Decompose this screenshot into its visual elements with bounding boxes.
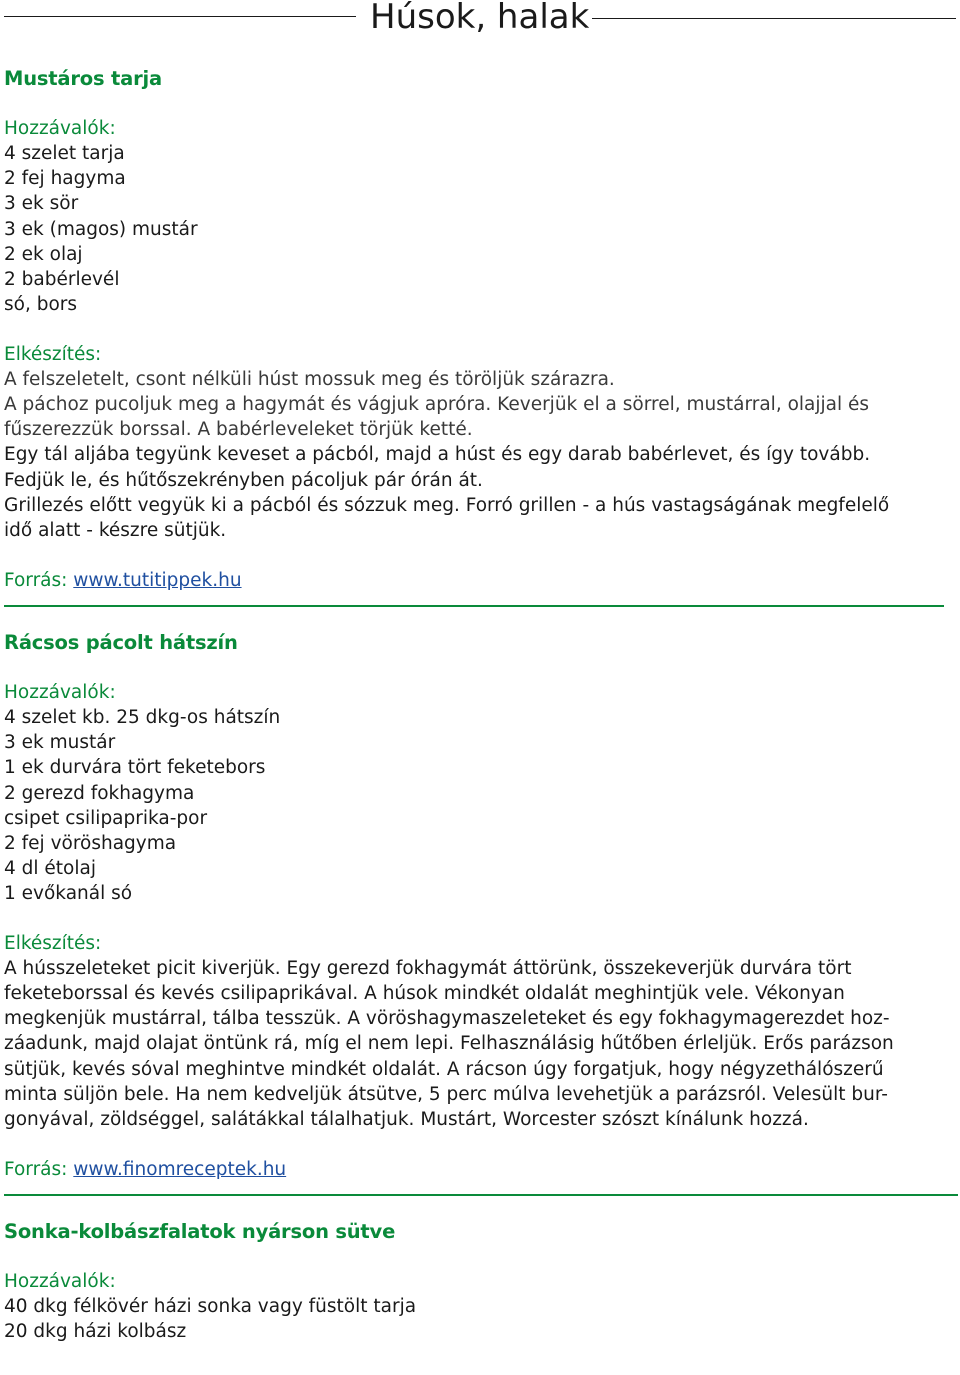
ingredient-item: 3 ek mustár <box>4 732 116 754</box>
ingredient-item: 4 szelet kb. 25 dkg-os hátszín <box>4 707 281 729</box>
source-line <box>4 1157 944 1182</box>
ingredients-label: Hozzávalók: <box>4 682 116 704</box>
method-line: sütjük, kevés sóval meghintve mindkét oldalát. A rácson úgy forgatjuk, hogy négyzethálószerű <box>4 1058 884 1080</box>
ingredient-item: 4 szelet tarja <box>4 143 125 165</box>
method-line: fűszerezzük borssal. A babérleveleket törjük ketté. <box>4 419 473 441</box>
method-line: záadunk, majd olajat öntünk rá, míg el nem lepi. Felhasználásig hűtőben érleljük. Erős parázson <box>4 1033 894 1055</box>
ingredient-item: só, bors <box>4 293 78 315</box>
page-header <box>0 0 960 38</box>
source-label: Forrás: <box>4 569 68 591</box>
method-line: A felszeletelt, csont nélküli húst mossuk meg és töröljük szárazra. <box>4 369 615 391</box>
ingredients-label: Hozzávalók: <box>4 118 116 140</box>
recipe-sonka-kolbaszfalatok <box>4 1219 944 1344</box>
method-label: Elkészítés: <box>4 344 102 366</box>
method-line: Fedjük le, és hűtőszekrényben pácoljuk pár órán át. <box>4 469 483 491</box>
ingredient-item: 2 fej vöröshagyma <box>4 832 177 854</box>
ingredient-item: 2 babérlevél <box>4 268 120 290</box>
ingredient-item: 1 ek durvára tört feketebors <box>4 757 266 779</box>
ingredient-item: 40 dkg félkövér házi sonka vagy füstölt tarja <box>4 1296 417 1318</box>
header-rule-left <box>4 16 356 17</box>
source-link[interactable]: www.finomreceptek.hu <box>73 1158 287 1180</box>
source-line <box>4 568 944 593</box>
header-rule-right <box>592 18 956 19</box>
recipe-title: Rácsos pácolt hátszín <box>4 630 238 654</box>
ingredient-item: 20 dkg házi kolbász <box>4 1321 187 1343</box>
method-line: minta süljön bele. Ha nem kedveljük átsütve, 5 perc múlva levehetjük a parázsról. Velesült bur- <box>4 1083 888 1105</box>
recipe-title: Sonka-kolbászfalatok nyárson sütve <box>4 1220 396 1244</box>
ingredient-item: 3 ek sör <box>4 193 79 215</box>
method-line: A hússzeleteket picit kiverjük. Egy gerezd fokhagymát áttörünk, összekeverjük durvára tört <box>4 958 852 980</box>
method-line: feketeborssal és kevés csilipaprikával. A húsok mindkét oldalát meghintjük vele. Vékonyan <box>4 983 845 1005</box>
method-label: Elkészítés: <box>4 933 102 955</box>
method-line: Grillezés előtt vegyük ki a pácból és sózzuk meg. Forró grillen - a hús vastagságának megfelelő <box>4 494 890 516</box>
method-line: megkenjük mustárral, tálba tesszük. A vöröshagymaszeleteket és egy fokhagymagerezdet hoz- <box>4 1008 890 1030</box>
page-title: Húsok, halak <box>370 0 590 37</box>
ingredient-item: csipet csilipaprika-por <box>4 807 208 829</box>
ingredient-item: 2 ek olaj <box>4 243 83 265</box>
recipe-content <box>4 66 944 1345</box>
source-link[interactable]: www.tutitippek.hu <box>73 569 242 591</box>
recipe-mustaros-tarja <box>4 66 944 593</box>
method-line: A páchoz pucoljuk meg a hagymát és vágjuk apróra. Keverjük el a sörrel, mustárral, olajjal és <box>4 394 870 416</box>
ingredient-item: 1 evőkanál só <box>4 882 133 904</box>
ingredient-item: 2 gerezd fokhagyma <box>4 782 195 804</box>
method-line: gonyával, zöldséggel, salátákkal tálalhatjuk. Mustárt, Worcester szószt kínálunk hozzá. <box>4 1108 809 1130</box>
recipe-title: Mustáros tarja <box>4 67 162 90</box>
method-line: Egy tál aljába tegyünk keveset a pácból, majd a húst és egy darab babérlevet, és így tovább. <box>4 444 871 466</box>
ingredient-item: 2 fej hagyma <box>4 168 126 190</box>
method-line: idő alatt - készre sütjük. <box>4 519 227 541</box>
source-label: Forrás: <box>4 1158 68 1180</box>
recipe-racsos-pacolt-hatszin <box>4 630 944 1182</box>
ingredients-label: Hozzávalók: <box>4 1271 116 1293</box>
ingredient-item: 3 ek (magos) mustár <box>4 218 198 240</box>
ingredient-item: 4 dl étolaj <box>4 857 96 879</box>
